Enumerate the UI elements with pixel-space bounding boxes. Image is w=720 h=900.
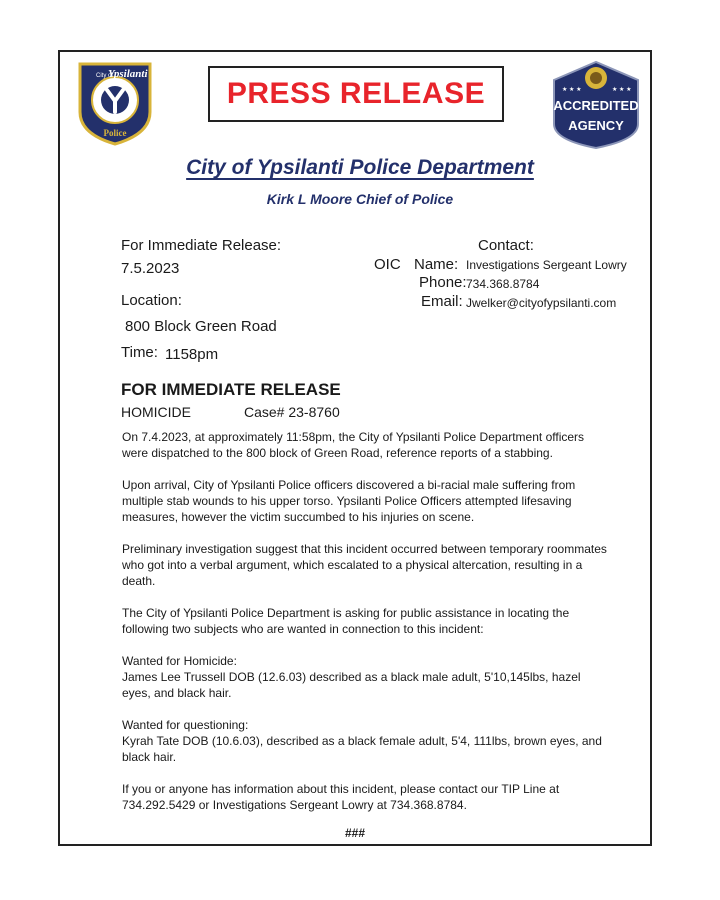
location-value: 800 Block Green Road — [125, 318, 277, 335]
chief-of-police: Kirk L Moore Chief of Police — [266, 191, 454, 207]
badge-text-city: Ypsilanti — [108, 68, 148, 80]
accredited-text-line2: AGENCY — [568, 118, 624, 133]
paragraph-public-assistance — [122, 605, 608, 637]
time-label: Time: — [121, 344, 158, 361]
end-mark: ### — [344, 826, 366, 840]
time-value: 1158pm — [165, 346, 219, 363]
contact-phone-label: Phone: — [419, 274, 467, 291]
oic-label: OIC — [374, 256, 401, 273]
accredited-text-line1: ACCREDITED — [553, 98, 639, 113]
incident-type: HOMICIDE — [121, 404, 191, 420]
paragraph-text: Preliminary investigation suggest that this incident occurred between temporary roommates who got into a verbal argument, which escalated to a physical altercation, resulting in a death. — [122, 542, 607, 588]
release-date: 7.5.2023 — [121, 260, 180, 277]
badge-text-top: City of — [96, 73, 114, 79]
paragraph-tip-line — [122, 781, 608, 813]
contact-heading: Contact: — [478, 237, 534, 254]
svg-text:★ ★ ★: ★ ★ ★ — [562, 87, 582, 93]
wanted-questioning-subject: Kyrah Tate DOB (10.6.03), described as a black female adult, 5'4, 111lbs, brown eyes, and black hair. — [122, 734, 602, 764]
department-name: City of Ypsilanti Police Department — [186, 156, 534, 179]
svg-text:★ ★ ★: ★ ★ ★ — [612, 87, 632, 93]
contact-name-label: Name: — [414, 256, 459, 273]
case-number: Case# 23-8760 — [244, 404, 340, 420]
contact-phone: 734.368.8784 — [466, 277, 540, 291]
wanted-questioning-label: Wanted for questioning: — [122, 718, 249, 732]
press-release-title-box — [208, 66, 504, 122]
paragraph-text: Upon arrival, City of Ypsilanti Police officers discovered a bi-racial male suffering from multiple stab wounds to his upper torso. Ypsilanti Police Officers attempted lifesaving measures, however the victim succumbed to his injuries on scene. — [122, 478, 576, 524]
accredited-agency-badge — [548, 58, 644, 150]
wanted-questioning-block — [122, 717, 608, 765]
paragraph-investigation — [122, 541, 608, 589]
wanted-homicide-subject: James Lee Trussell DOB (12.6.03) described as a black male adult, 5'10,145lbs, hazel eyes, and black hair. — [122, 670, 581, 700]
press-release-title: PRESS RELEASE — [226, 77, 486, 110]
for-release-label: For Immediate Release: — [121, 237, 282, 254]
paragraph-text: The City of Ypsilanti Police Department is asking for public assistance in locating the following two subjects who are wanted in connection to this incident: — [122, 606, 570, 636]
wanted-homicide-block — [122, 653, 608, 701]
contact-email-label: Email: — [421, 293, 463, 310]
body-heading: FOR IMMEDIATE RELEASE — [121, 380, 341, 399]
accredited-badge-icon — [548, 58, 644, 150]
police-badge-icon — [74, 60, 156, 146]
police-badge-logo — [74, 60, 156, 146]
paragraph-text: On 7.4.2023, at approximately 11:58pm, the City of Ypsilanti Police Department officers were dispatched to the 800 block of Green Road, reference reports of a stabbing. — [122, 430, 585, 460]
location-label: Location: — [121, 292, 182, 309]
paragraph-text: If you or anyone has information about this incident, please contact our TIP Line at 734.292.5429 or Investigations Sergeant Lowry at 734.368.8784. — [122, 782, 560, 812]
badge-text-bottom: Police — [103, 128, 127, 138]
wanted-homicide-label: Wanted for Homicide: — [122, 654, 237, 668]
paragraph-arrival — [122, 477, 608, 525]
contact-email: Jwelker@cityofypsilanti.com — [466, 296, 617, 310]
contact-name: Investigations Sergeant Lowry — [466, 258, 627, 272]
paragraph-dispatch — [122, 429, 608, 461]
